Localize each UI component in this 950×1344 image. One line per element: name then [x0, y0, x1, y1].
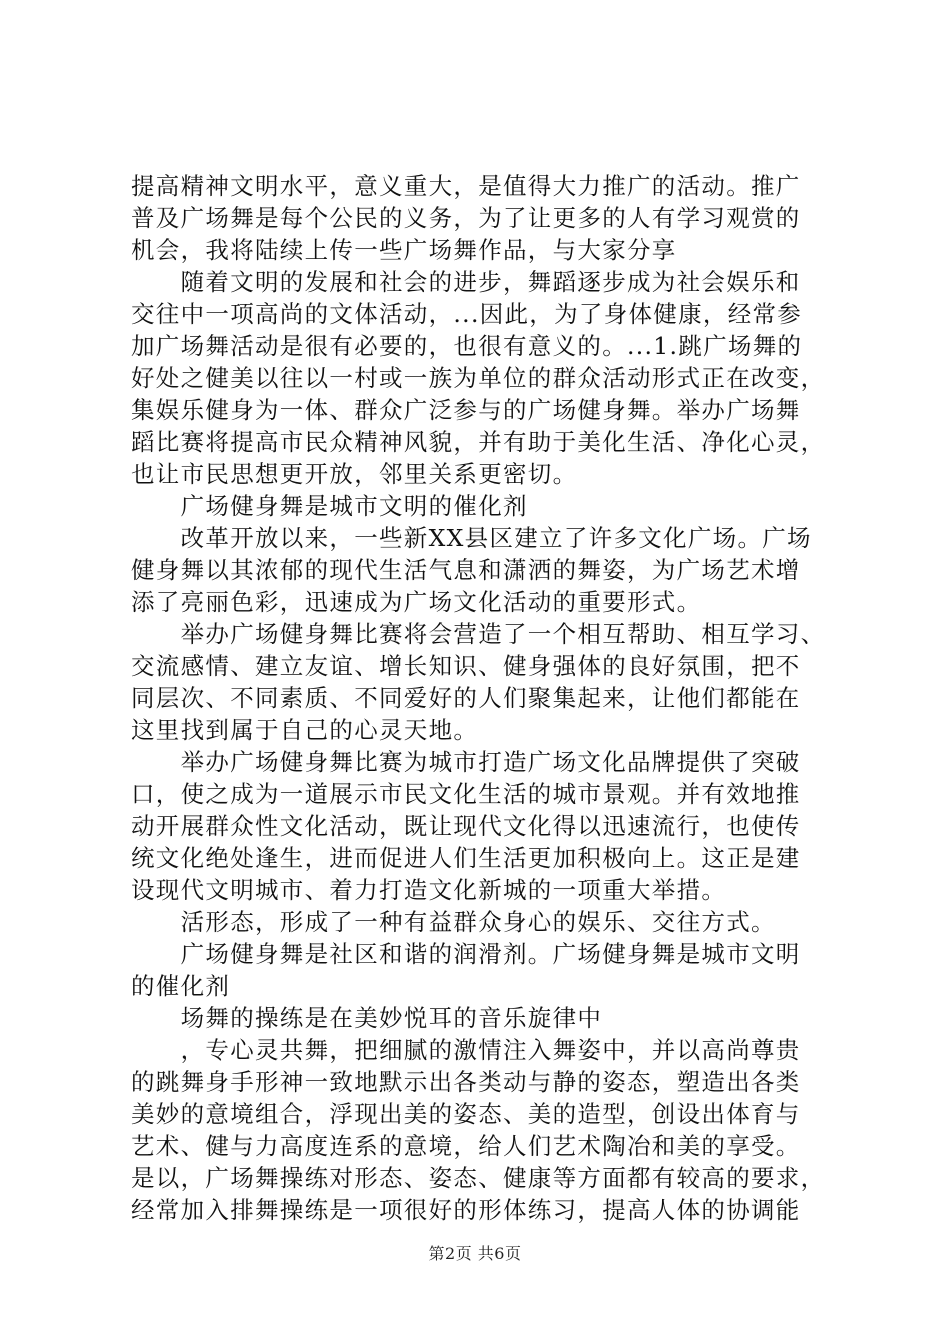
text-line: 好处之健美以往以一村或一族为单位的群众活动形式正在改变， [131, 364, 826, 392]
text-line: 也让市民思想更开放，邻里关系更密切。 [131, 460, 578, 488]
text-line: 提高精神文明水平，意义重大，是值得大力推广的活动。推广 [131, 172, 801, 200]
text-line: 广场健身舞是城市文明的催化剂 [131, 492, 528, 520]
text-line: 添了亮丽色彩，迅速成为广场文化活动的重要形式。 [131, 588, 702, 616]
text-line: 蹈比赛将提高市民众精神风貌，并有助于美化生活、净化心灵， [131, 428, 826, 456]
text-line: 艺术、健与力高度连系的意境，给人们艺术陶冶和美的享受。 [131, 1132, 801, 1160]
text-line: 统文化绝处逢生，进而促进人们生活更加积极向上。这正是建 [131, 844, 801, 872]
text-line: 普及广场舞是每个公民的义务，为了让更多的人有学习观赏的 [131, 204, 801, 232]
text-line: 的催化剂 [131, 972, 231, 1000]
text-line: 活形态，形成了一种有益群众身心的娱乐、交往方式。 [131, 908, 776, 936]
text-line: 机会，我将陆续上传一些广场舞作品，与大家分享 [131, 236, 677, 264]
text-line: 动开展群众性文化活动，既让现代文化得以迅速流行，也使传 [131, 812, 801, 840]
text-line: 的跳舞身手形神一致地默示出各类动与静的姿态，塑造出各类 [131, 1068, 801, 1096]
text-line: 经常加入排舞操练是一项很好的形体练习，提高人体的协调能 [131, 1196, 801, 1224]
text-line: 交流感情、建立友谊、增长知识、健身强体的良好氛围，把不 [131, 652, 801, 680]
text-line: 同层次、不同素质、不同爱好的人们聚集起来，让他们都能在 [131, 684, 801, 712]
text-line: 加广场舞活动是很有必要的，也很有意义的。...1.跳广场舞的 [131, 332, 803, 360]
page-footer: 第2页 共6页 [428, 1244, 522, 1263]
text-line: 随着文明的发展和社会的进步，舞蹈逐步成为社会娱乐和 [131, 268, 801, 296]
text-line: 美妙的意境组合，浮现出美的姿态、美的造型，创设出体育与 [131, 1100, 801, 1128]
body-text [131, 170, 831, 1226]
text-line: 广场健身舞是社区和谐的润滑剂。广场健身舞是城市文明 [131, 940, 801, 968]
text-line: ，专心灵共舞，把细腻的激情注入舞姿中，并以高尚尊贵 [131, 1036, 801, 1064]
text-line: 改革开放以来，一些新XX县区建立了许多文化广场。广场 [131, 524, 812, 552]
text-line: 集娱乐健身为一体、群众广泛参与的广场健身舞。举办广场舞 [131, 396, 801, 424]
text-line: 这里找到属于自己的心灵天地。 [131, 716, 479, 744]
text-line: 举办广场健身舞比赛为城市打造广场文化品牌提供了突破 [131, 748, 801, 776]
text-line: 口，使之成为一道展示市民文化生活的城市景观。并有效地推 [131, 780, 801, 808]
text-line: 交往中一项高尚的文体活动，...因此，为了身体健康，经常参 [131, 300, 803, 328]
text-line: 健身舞以其浓郁的现代生活气息和潇洒的舞姿，为广场艺术增 [131, 556, 801, 584]
text-line: 举办广场健身舞比赛将会营造了一个相互帮助、相互学习、 [131, 620, 826, 648]
text-line: 是以，广场舞操练对形态、姿态、健康等方面都有较高的要求， [131, 1164, 826, 1192]
text-line: 设现代文明城市、着力打造文化新城的一项重大举措。 [131, 876, 727, 904]
text-line: 场舞的操练是在美妙悦耳的音乐旋律中 [131, 1004, 603, 1032]
